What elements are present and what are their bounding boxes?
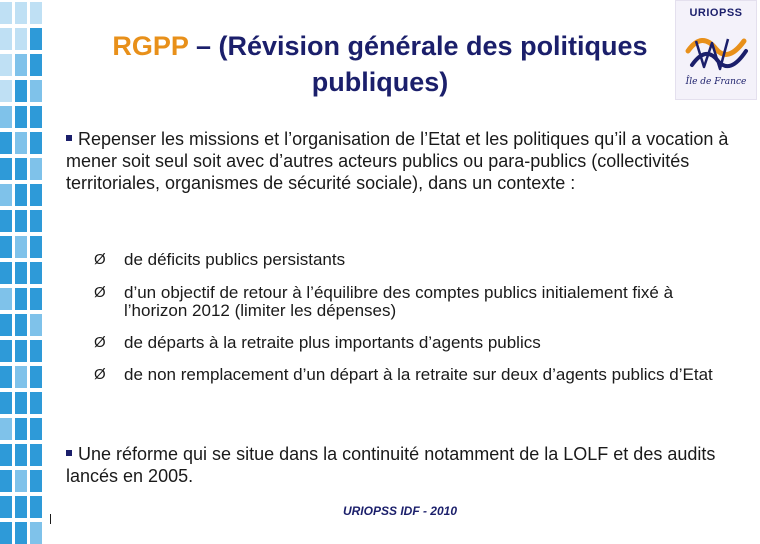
logo-emblem-icon (682, 21, 752, 75)
decorative-sidebar (0, 0, 48, 540)
arrow-bullet-icon: Ø (94, 251, 106, 268)
sidebar-row (0, 288, 48, 310)
sidebar-row (0, 522, 48, 544)
sidebar-row (0, 158, 48, 180)
sidebar-row (0, 262, 48, 284)
sidebar-row (0, 2, 48, 24)
list-item (94, 284, 714, 320)
list-item (94, 366, 714, 384)
divider-tick (50, 514, 51, 524)
paragraph-main-text: Repenser les missions et l’organisation de l’Etat et les politiques qu’il a vocation à mener soit seul soit avec d’autres acteurs publics ou para-publics (collectivités territoriales, organismes de sécurité sociale), dans un contexte : (66, 129, 729, 193)
slide-title (110, 28, 650, 100)
square-bullet-icon (66, 450, 72, 456)
title-accent: RGPP (112, 31, 189, 61)
sidebar-row (0, 80, 48, 102)
sidebar-row (0, 236, 48, 258)
paragraph-conclusion-text: Une réforme qui se situe dans la continuité notamment de la LOLF et des audits lancés en 2005. (66, 444, 716, 486)
square-bullet-icon (66, 135, 72, 141)
paragraph-conclusion (66, 443, 736, 487)
sidebar-row (0, 132, 48, 154)
uriopss-logo (675, 0, 757, 100)
title-rest: – (Révision générale des politiques publiques) (188, 31, 648, 97)
sidebar-row (0, 28, 48, 50)
list-item-text: de départs à la retraite plus importants d’agents publics (124, 333, 541, 352)
slide-footer: URIOPSS IDF - 2010 (342, 504, 458, 518)
logo-script: Île de France (685, 77, 747, 87)
sidebar-row (0, 418, 48, 440)
sidebar-row (0, 210, 48, 232)
sidebar-row (0, 496, 48, 518)
list-item-text: de non remplacement d’un départ à la retraite sur deux d’agents publics d’Etat (124, 365, 713, 384)
sidebar-row (0, 444, 48, 466)
list-item (94, 251, 714, 269)
list-item-text: d’un objectif de retour à l’équilibre des comptes publics initialement fixé à l’horizon 2012 (limiter les dépenses) (124, 283, 674, 320)
sidebar-row (0, 184, 48, 206)
sidebar-row (0, 392, 48, 414)
logo-name: URIOPSS (689, 7, 743, 19)
arrow-bullet-icon: Ø (94, 284, 106, 301)
sidebar-row (0, 366, 48, 388)
sidebar-row (0, 470, 48, 492)
sidebar-row (0, 340, 48, 362)
sidebar-row (0, 106, 48, 128)
list-item-text: de déficits publics persistants (124, 250, 346, 269)
arrow-bullet-icon: Ø (94, 366, 106, 383)
sidebar-row (0, 314, 48, 336)
sidebar-row (0, 54, 48, 76)
paragraph-main (66, 128, 736, 194)
list-item (94, 334, 714, 352)
arrow-bullet-icon: Ø (94, 334, 106, 351)
